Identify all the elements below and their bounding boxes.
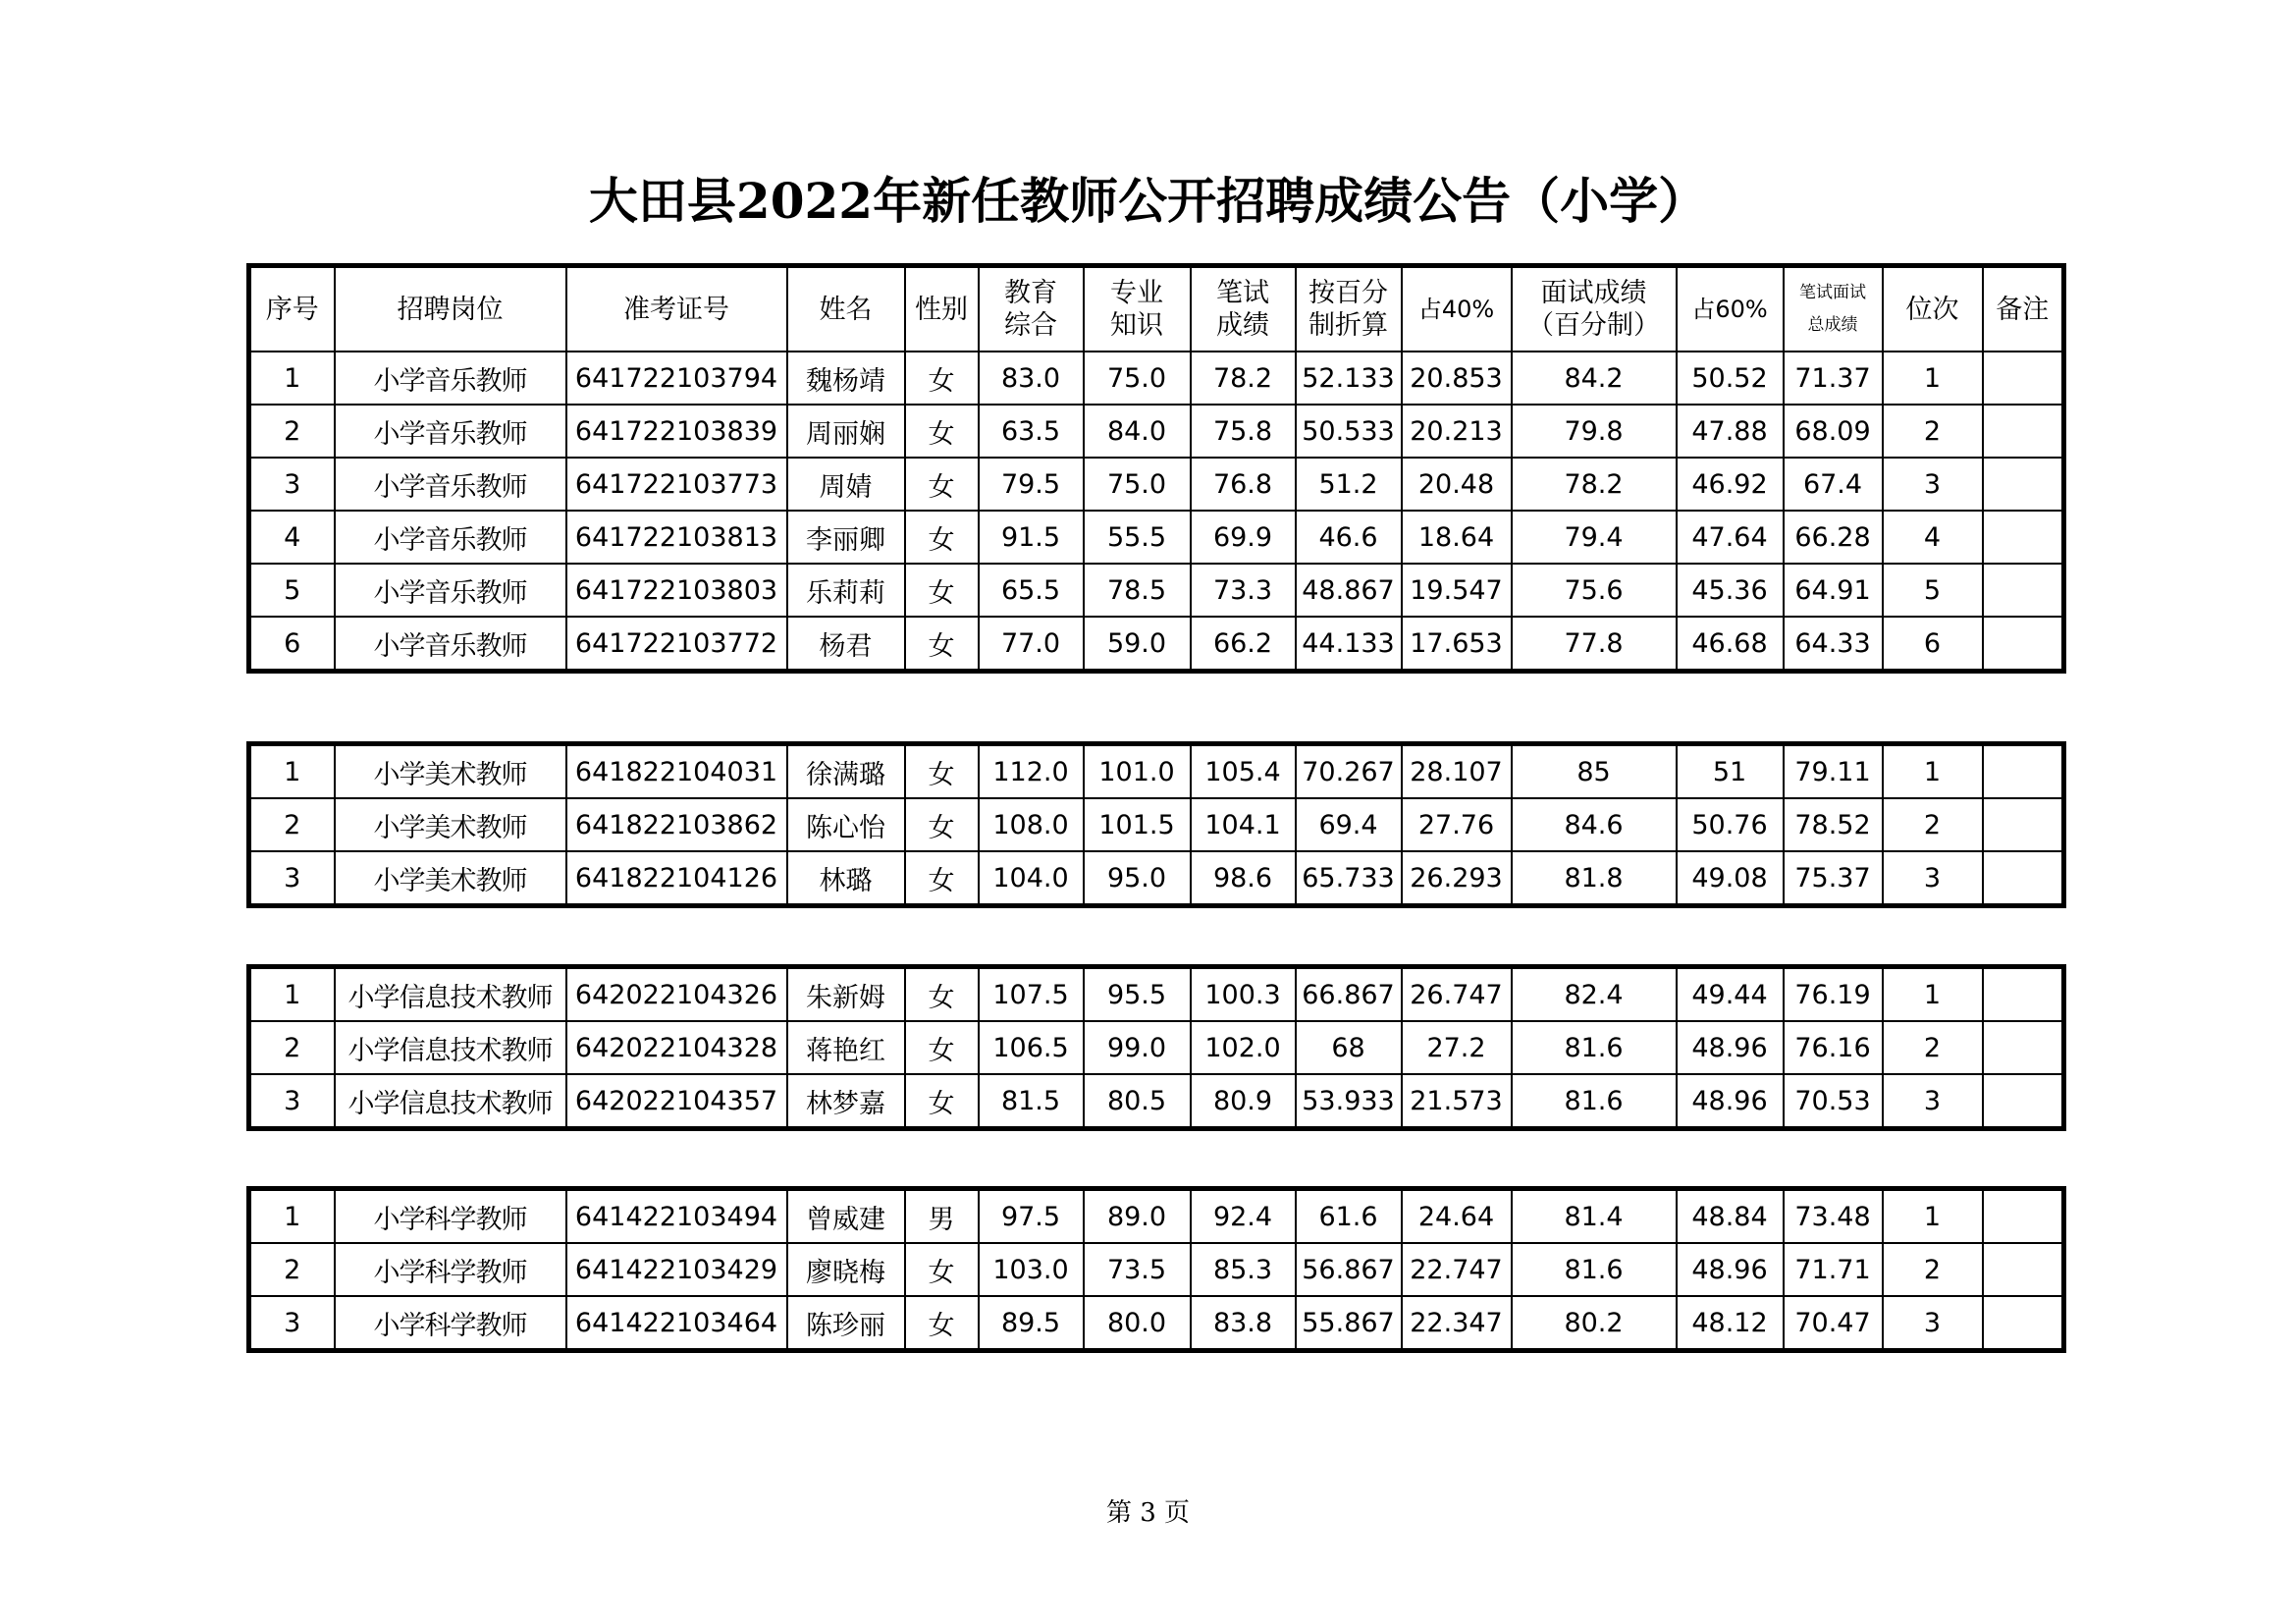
cell-total-score: 78.52 (1784, 798, 1883, 851)
cell-seq: 3 (249, 1296, 335, 1351)
cell-weight40: 22.747 (1402, 1243, 1512, 1296)
table-row (249, 511, 2064, 564)
cell-major-score: 89.0 (1084, 1189, 1191, 1244)
header-edu-score: 教育 综合 (979, 266, 1084, 352)
cell-major-score: 95.0 (1084, 851, 1191, 906)
cell-gender: 女 (905, 617, 979, 672)
table-row (249, 1189, 2064, 1244)
cell-edu-score: 97.5 (979, 1189, 1084, 1244)
cell-exam-id: 641822104126 (566, 851, 787, 906)
table-row (249, 1243, 2064, 1296)
cell-seq: 2 (249, 1021, 335, 1074)
cell-weight40: 27.2 (1402, 1021, 1512, 1074)
table-row (249, 458, 2064, 511)
cell-exam-id: 641722103773 (566, 458, 787, 511)
header-major-score: 专业 知识 (1084, 266, 1191, 352)
cell-edu-score: 81.5 (979, 1074, 1084, 1129)
cell-gender: 女 (905, 564, 979, 617)
cell-remark (1983, 798, 2064, 851)
cell-rank: 3 (1883, 1074, 1983, 1129)
cell-interview-score: 81.4 (1512, 1189, 1677, 1244)
cell-interview-score: 78.2 (1512, 458, 1677, 511)
cell-weight60: 47.88 (1677, 405, 1784, 458)
cell-percent-score: 68 (1296, 1021, 1402, 1074)
cell-gender: 女 (905, 511, 979, 564)
cell-percent-score: 69.4 (1296, 798, 1402, 851)
cell-remark (1983, 1243, 2064, 1296)
cell-exam-id: 641422103494 (566, 1189, 787, 1244)
cell-weight60: 50.76 (1677, 798, 1784, 851)
cell-gender: 女 (905, 967, 979, 1022)
cell-name: 李丽卿 (787, 511, 905, 564)
table-row (249, 1296, 2064, 1351)
cell-name: 陈心怡 (787, 798, 905, 851)
table-row (249, 405, 2064, 458)
cell-major-score: 99.0 (1084, 1021, 1191, 1074)
cell-weight60: 50.52 (1677, 352, 1784, 405)
cell-major-score: 55.5 (1084, 511, 1191, 564)
cell-written-score: 83.8 (1191, 1296, 1296, 1351)
cell-remark (1983, 511, 2064, 564)
cell-total-score: 68.09 (1784, 405, 1883, 458)
cell-gender: 女 (905, 744, 979, 799)
cell-edu-score: 63.5 (979, 405, 1084, 458)
table-row (249, 1021, 2064, 1074)
cell-exam-id: 641722103794 (566, 352, 787, 405)
cell-name: 杨君 (787, 617, 905, 672)
cell-gender: 女 (905, 458, 979, 511)
cell-exam-id: 641722103803 (566, 564, 787, 617)
cell-percent-score: 66.867 (1296, 967, 1402, 1022)
cell-weight40: 21.573 (1402, 1074, 1512, 1129)
cell-weight60: 46.92 (1677, 458, 1784, 511)
cell-gender: 女 (905, 1243, 979, 1296)
cell-interview-score: 81.6 (1512, 1243, 1677, 1296)
cell-name: 陈珍丽 (787, 1296, 905, 1351)
cell-major-score: 95.5 (1084, 967, 1191, 1022)
cell-exam-id: 641722103813 (566, 511, 787, 564)
cell-total-score: 67.4 (1784, 458, 1883, 511)
cell-seq: 2 (249, 798, 335, 851)
cell-total-score: 71.71 (1784, 1243, 1883, 1296)
cell-edu-score: 112.0 (979, 744, 1084, 799)
cell-gender: 女 (905, 352, 979, 405)
cell-percent-score: 61.6 (1296, 1189, 1402, 1244)
cell-weight60: 49.44 (1677, 967, 1784, 1022)
cell-name: 廖晓梅 (787, 1243, 905, 1296)
cell-exam-id: 642022104357 (566, 1074, 787, 1129)
cell-seq: 3 (249, 851, 335, 906)
cell-post: 小学音乐教师 (335, 511, 566, 564)
cell-post: 小学美术教师 (335, 798, 566, 851)
cell-post: 小学音乐教师 (335, 617, 566, 672)
cell-post: 小学音乐教师 (335, 458, 566, 511)
cell-name: 徐满璐 (787, 744, 905, 799)
cell-interview-score: 80.2 (1512, 1296, 1677, 1351)
header-rank: 位次 (1883, 266, 1983, 352)
cell-exam-id: 641822104031 (566, 744, 787, 799)
table-row (249, 352, 2064, 405)
table-row (249, 798, 2064, 851)
cell-remark (1983, 458, 2064, 511)
cell-weight60: 48.84 (1677, 1189, 1784, 1244)
cell-major-score: 101.5 (1084, 798, 1191, 851)
cell-edu-score: 104.0 (979, 851, 1084, 906)
header-written-score: 笔试 成绩 (1191, 266, 1296, 352)
table-row (249, 617, 2064, 672)
table-row (249, 1074, 2064, 1129)
cell-seq: 2 (249, 405, 335, 458)
cell-seq: 3 (249, 1074, 335, 1129)
cell-weight40: 26.747 (1402, 967, 1512, 1022)
cell-name: 林璐 (787, 851, 905, 906)
page-number: 第 3 页 (1105, 1498, 1191, 1528)
cell-exam-id: 641722103839 (566, 405, 787, 458)
cell-written-score: 85.3 (1191, 1243, 1296, 1296)
cell-weight40: 26.293 (1402, 851, 1512, 906)
cell-interview-score: 79.4 (1512, 511, 1677, 564)
cell-rank: 3 (1883, 1296, 1983, 1351)
cell-total-score: 64.91 (1784, 564, 1883, 617)
cell-interview-score: 81.6 (1512, 1074, 1677, 1129)
cell-post: 小学科学教师 (335, 1189, 566, 1244)
cell-edu-score: 103.0 (979, 1243, 1084, 1296)
cell-percent-score: 56.867 (1296, 1243, 1402, 1296)
cell-total-score: 66.28 (1784, 511, 1883, 564)
cell-weight40: 20.48 (1402, 458, 1512, 511)
cell-weight60: 48.96 (1677, 1243, 1784, 1296)
cell-edu-score: 79.5 (979, 458, 1084, 511)
table-row (249, 851, 2064, 906)
cell-written-score: 92.4 (1191, 1189, 1296, 1244)
cell-gender: 女 (905, 798, 979, 851)
cell-edu-score: 107.5 (979, 967, 1084, 1022)
cell-edu-score: 77.0 (979, 617, 1084, 672)
cell-post: 小学信息技术教师 (335, 967, 566, 1022)
cell-gender: 女 (905, 1074, 979, 1129)
cell-weight40: 24.64 (1402, 1189, 1512, 1244)
cell-major-score: 84.0 (1084, 405, 1191, 458)
cell-remark (1983, 1189, 2064, 1244)
cell-remark (1983, 1074, 2064, 1129)
cell-weight60: 45.36 (1677, 564, 1784, 617)
header-name: 姓名 (787, 266, 905, 352)
cell-total-score: 73.48 (1784, 1189, 1883, 1244)
cell-written-score: 66.2 (1191, 617, 1296, 672)
cell-written-score: 104.1 (1191, 798, 1296, 851)
cell-written-score: 73.3 (1191, 564, 1296, 617)
cell-seq: 1 (249, 967, 335, 1022)
cell-exam-id: 641422103429 (566, 1243, 787, 1296)
header-remark: 备注 (1983, 266, 2064, 352)
cell-total-score: 79.11 (1784, 744, 1883, 799)
cell-weight40: 20.853 (1402, 352, 1512, 405)
cell-percent-score: 48.867 (1296, 564, 1402, 617)
cell-rank: 2 (1883, 1243, 1983, 1296)
cell-rank: 2 (1883, 1021, 1983, 1074)
cell-weight40: 19.547 (1402, 564, 1512, 617)
cell-seq: 1 (249, 352, 335, 405)
cell-seq: 4 (249, 511, 335, 564)
cell-seq: 3 (249, 458, 335, 511)
cell-weight60: 49.08 (1677, 851, 1784, 906)
cell-weight40: 27.76 (1402, 798, 1512, 851)
cell-percent-score: 44.133 (1296, 617, 1402, 672)
cell-interview-score: 82.4 (1512, 967, 1677, 1022)
cell-name: 曾威建 (787, 1189, 905, 1244)
cell-total-score: 76.16 (1784, 1021, 1883, 1074)
cell-percent-score: 53.933 (1296, 1074, 1402, 1129)
score-table (246, 741, 2066, 908)
cell-major-score: 75.0 (1084, 458, 1191, 511)
cell-interview-score: 85 (1512, 744, 1677, 799)
cell-percent-score: 55.867 (1296, 1296, 1402, 1351)
cell-major-score: 80.5 (1084, 1074, 1191, 1129)
cell-rank: 2 (1883, 405, 1983, 458)
cell-written-score: 75.8 (1191, 405, 1296, 458)
cell-written-score: 69.9 (1191, 511, 1296, 564)
cell-gender: 女 (905, 851, 979, 906)
cell-written-score: 105.4 (1191, 744, 1296, 799)
cell-seq: 1 (249, 1189, 335, 1244)
cell-total-score: 75.37 (1784, 851, 1883, 906)
cell-post: 小学信息技术教师 (335, 1074, 566, 1129)
cell-remark (1983, 1021, 2064, 1074)
cell-gender: 女 (905, 1021, 979, 1074)
cell-name: 林梦嘉 (787, 1074, 905, 1129)
cell-major-score: 75.0 (1084, 352, 1191, 405)
cell-weight40: 18.64 (1402, 511, 1512, 564)
cell-written-score: 98.6 (1191, 851, 1296, 906)
cell-edu-score: 89.5 (979, 1296, 1084, 1351)
cell-name: 朱新姆 (787, 967, 905, 1022)
cell-weight40: 17.653 (1402, 617, 1512, 672)
cell-post: 小学音乐教师 (335, 352, 566, 405)
cell-post: 小学科学教师 (335, 1296, 566, 1351)
cell-remark (1983, 405, 2064, 458)
cell-major-score: 101.0 (1084, 744, 1191, 799)
cell-exam-id: 642022104328 (566, 1021, 787, 1074)
cell-rank: 2 (1883, 798, 1983, 851)
cell-percent-score: 51.2 (1296, 458, 1402, 511)
cell-rank: 1 (1883, 744, 1983, 799)
cell-seq: 6 (249, 617, 335, 672)
cell-gender: 女 (905, 405, 979, 458)
cell-major-score: 78.5 (1084, 564, 1191, 617)
cell-rank: 3 (1883, 851, 1983, 906)
table-header-row (249, 266, 2064, 352)
cell-post: 小学美术教师 (335, 851, 566, 906)
cell-interview-score: 81.6 (1512, 1021, 1677, 1074)
cell-percent-score: 65.733 (1296, 851, 1402, 906)
cell-remark (1983, 617, 2064, 672)
cell-edu-score: 65.5 (979, 564, 1084, 617)
cell-edu-score: 106.5 (979, 1021, 1084, 1074)
cell-major-score: 73.5 (1084, 1243, 1191, 1296)
cell-weight40: 28.107 (1402, 744, 1512, 799)
table-row (249, 967, 2064, 1022)
table-row (249, 744, 2064, 799)
cell-rank: 1 (1883, 967, 1983, 1022)
score-table (246, 964, 2066, 1131)
cell-name: 周婧 (787, 458, 905, 511)
cell-post: 小学音乐教师 (335, 405, 566, 458)
cell-weight40: 22.347 (1402, 1296, 1512, 1351)
cell-post: 小学科学教师 (335, 1243, 566, 1296)
cell-exam-id: 641722103772 (566, 617, 787, 672)
cell-name: 乐莉莉 (787, 564, 905, 617)
cell-weight60: 48.12 (1677, 1296, 1784, 1351)
cell-remark (1983, 967, 2064, 1022)
score-table (246, 263, 2066, 674)
header-weight60: 占60% (1677, 266, 1784, 352)
cell-remark (1983, 744, 2064, 799)
header-post: 招聘岗位 (335, 266, 566, 352)
header-percent-score: 按百分 制折算 (1296, 266, 1402, 352)
cell-total-score: 70.47 (1784, 1296, 1883, 1351)
cell-total-score: 71.37 (1784, 352, 1883, 405)
cell-seq: 2 (249, 1243, 335, 1296)
cell-interview-score: 81.8 (1512, 851, 1677, 906)
header-exam-id: 准考证号 (566, 266, 787, 352)
page-title: 大田县2022年新任教师公开招聘成绩公告（小学） (588, 172, 1708, 230)
cell-percent-score: 52.133 (1296, 352, 1402, 405)
cell-weight60: 48.96 (1677, 1074, 1784, 1129)
cell-written-score: 102.0 (1191, 1021, 1296, 1074)
cell-rank: 3 (1883, 458, 1983, 511)
cell-name: 魏杨靖 (787, 352, 905, 405)
cell-post: 小学音乐教师 (335, 564, 566, 617)
cell-rank: 1 (1883, 1189, 1983, 1244)
cell-rank: 4 (1883, 511, 1983, 564)
cell-weight60: 48.96 (1677, 1021, 1784, 1074)
cell-exam-id: 641422103464 (566, 1296, 787, 1351)
cell-total-score: 76.19 (1784, 967, 1883, 1022)
cell-interview-score: 84.2 (1512, 352, 1677, 405)
cell-written-score: 80.9 (1191, 1074, 1296, 1129)
cell-written-score: 100.3 (1191, 967, 1296, 1022)
cell-remark (1983, 564, 2064, 617)
header-interview-score: 面试成绩 （百分制） (1512, 266, 1677, 352)
cell-weight60: 51 (1677, 744, 1784, 799)
cell-post: 小学信息技术教师 (335, 1021, 566, 1074)
cell-edu-score: 83.0 (979, 352, 1084, 405)
cell-written-score: 76.8 (1191, 458, 1296, 511)
cell-post: 小学美术教师 (335, 744, 566, 799)
cell-remark (1983, 1296, 2064, 1351)
header-seq: 序号 (249, 266, 335, 352)
cell-exam-id: 642022104326 (566, 967, 787, 1022)
cell-percent-score: 46.6 (1296, 511, 1402, 564)
score-table (246, 1186, 2066, 1353)
cell-weight40: 20.213 (1402, 405, 1512, 458)
cell-rank: 6 (1883, 617, 1983, 672)
header-gender: 性别 (905, 266, 979, 352)
cell-gender: 女 (905, 1296, 979, 1351)
cell-gender: 男 (905, 1189, 979, 1244)
cell-percent-score: 70.267 (1296, 744, 1402, 799)
cell-rank: 1 (1883, 352, 1983, 405)
cell-written-score: 78.2 (1191, 352, 1296, 405)
cell-edu-score: 108.0 (979, 798, 1084, 851)
cell-remark (1983, 851, 2064, 906)
cell-interview-score: 84.6 (1512, 798, 1677, 851)
cell-interview-score: 79.8 (1512, 405, 1677, 458)
header-total-score: 笔试面试 总成绩 (1784, 266, 1883, 352)
cell-remark (1983, 352, 2064, 405)
header-weight40: 占40% (1402, 266, 1512, 352)
cell-rank: 5 (1883, 564, 1983, 617)
cell-total-score: 70.53 (1784, 1074, 1883, 1129)
cell-edu-score: 91.5 (979, 511, 1084, 564)
cell-name: 蒋艳红 (787, 1021, 905, 1074)
cell-seq: 1 (249, 744, 335, 799)
cell-percent-score: 50.533 (1296, 405, 1402, 458)
cell-major-score: 80.0 (1084, 1296, 1191, 1351)
cell-total-score: 64.33 (1784, 617, 1883, 672)
table-row (249, 564, 2064, 617)
cell-interview-score: 75.6 (1512, 564, 1677, 617)
cell-seq: 5 (249, 564, 335, 617)
cell-exam-id: 641822103862 (566, 798, 787, 851)
cell-name: 周丽娴 (787, 405, 905, 458)
cell-interview-score: 77.8 (1512, 617, 1677, 672)
cell-major-score: 59.0 (1084, 617, 1191, 672)
cell-weight60: 46.68 (1677, 617, 1784, 672)
cell-weight60: 47.64 (1677, 511, 1784, 564)
